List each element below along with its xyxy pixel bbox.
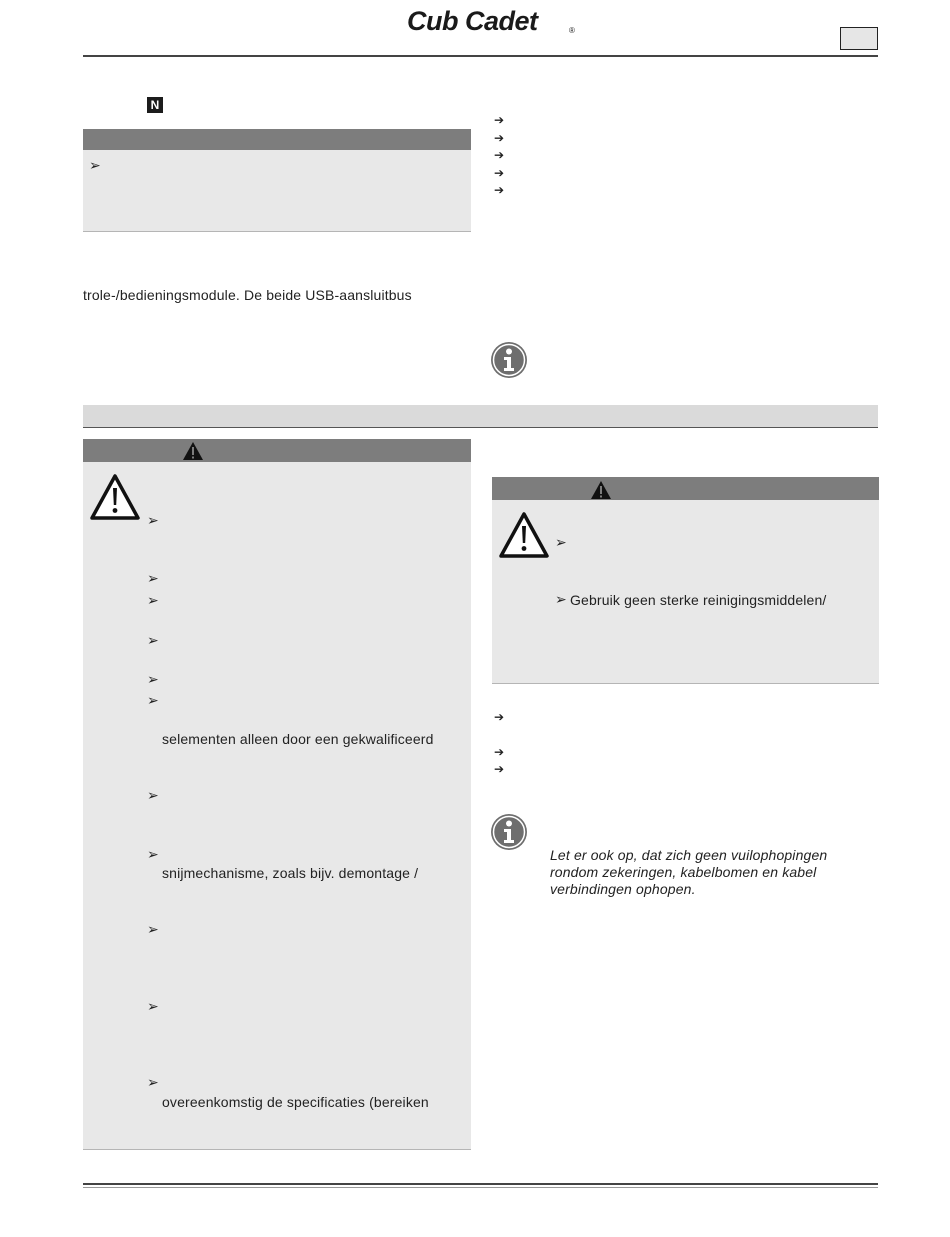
chevron-right-bullet-icon: ➢ (147, 922, 159, 938)
registered-mark: ® (569, 26, 575, 35)
warning-triangle-icon (89, 473, 141, 521)
section-letter-badge: N (147, 97, 163, 113)
cub-cadet-logo (405, 4, 577, 38)
arrow-right-icon: ➔ (494, 113, 505, 127)
info-icon (490, 341, 528, 379)
arrow-right-icon: ➔ (494, 183, 505, 197)
chevron-right-bullet-icon: ➢ (555, 592, 567, 608)
arrow-right-icon: ➔ (494, 762, 505, 776)
chevron-right-bullet-icon: ➢ (147, 633, 159, 649)
chevron-right-bullet-icon: ➢ (147, 693, 159, 709)
usb-description-text: trole-/bedieningsmodule. De beide USB-aansluitbus (83, 287, 412, 303)
info-note-line-3: verbindingen ophopen. (550, 881, 696, 897)
chevron-right-bullet-icon: ➢ (147, 593, 159, 609)
info-note-line-2: rondom zekeringen, kabelbomen en kabel (550, 864, 817, 880)
warning-box-body (83, 462, 471, 1150)
warning-text-dealer: selementen alleen door een gekwalificeerd (162, 731, 434, 747)
arrow-right-icon: ➔ (494, 148, 505, 162)
note-box-body (83, 150, 471, 232)
arrow-right-icon: ➔ (494, 710, 505, 724)
warning-box-header (83, 439, 471, 462)
header-rule (83, 55, 878, 57)
section-heading-bar (83, 405, 878, 428)
arrow-right-icon: ➔ (494, 166, 505, 180)
warning-text-spec: overeenkomstig de specificaties (bereiken (162, 1094, 429, 1110)
language-indicator-box (840, 27, 878, 50)
note-box-header (83, 129, 471, 150)
info-note-line-1: Let er ook op, dat zich geen vuilophopingen (550, 847, 828, 863)
cleaning-warning-text: Gebruik geen sterke reinigingsmiddelen/ (570, 592, 827, 608)
warning-triangle-icon (590, 480, 612, 500)
chevron-right-bullet-icon: ➢ (147, 672, 159, 688)
chevron-right-bullet-icon: ➢ (147, 571, 159, 587)
brand-name: Cub Cadet (407, 6, 538, 36)
info-icon (490, 813, 528, 851)
warning-triangle-icon (182, 441, 204, 461)
footer-rule (83, 1183, 878, 1185)
arrow-right-icon: ➔ (494, 131, 505, 145)
warning-triangle-icon (498, 511, 550, 559)
chevron-right-bullet-icon: ➢ (147, 1075, 159, 1091)
warning-box-header (492, 477, 879, 500)
chevron-right-bullet-icon: ➢ (89, 158, 101, 174)
chevron-right-bullet-icon: ➢ (147, 513, 159, 529)
chevron-right-bullet-icon: ➢ (555, 535, 567, 551)
footer-rule-thin (83, 1187, 878, 1188)
chevron-right-bullet-icon: ➢ (147, 788, 159, 804)
chevron-right-bullet-icon: ➢ (147, 847, 159, 863)
warning-text-cutting: snijmechanisme, zoals bijv. demontage / (162, 865, 419, 881)
arrow-right-icon: ➔ (494, 745, 505, 759)
chevron-right-bullet-icon: ➢ (147, 999, 159, 1015)
